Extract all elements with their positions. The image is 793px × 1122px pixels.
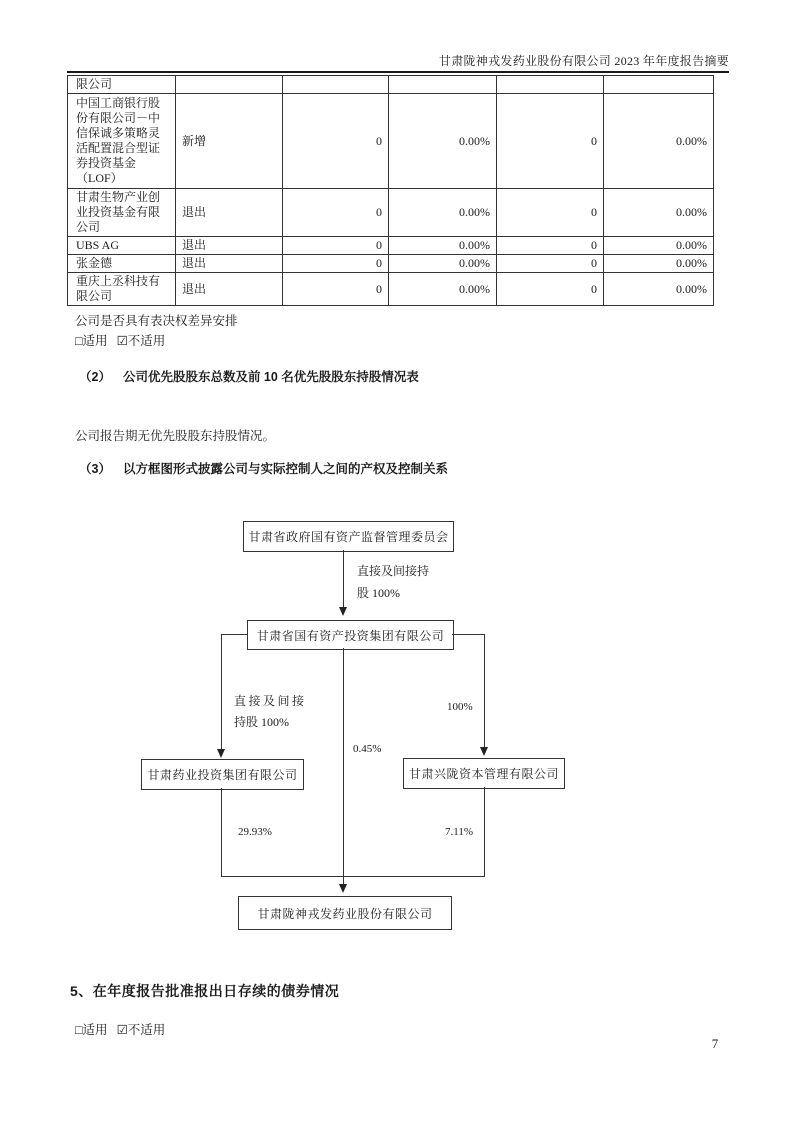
section-3-heading <box>79 459 448 477</box>
holder-name-cell: 张金德 <box>68 255 176 273</box>
shares-cell <box>497 76 604 94</box>
not-applicable-checkbox: ☑不适用 <box>116 1023 166 1037</box>
edge-xinglong-drop-line <box>484 787 485 877</box>
shares-cell: 0 <box>497 189 604 237</box>
change-cell <box>176 76 283 94</box>
table-row <box>68 255 714 273</box>
shares-cell: 0 <box>283 237 389 255</box>
ratio-cell: 0.00% <box>604 237 714 255</box>
shares-cell: 0 <box>497 255 604 273</box>
arrow-down-icon <box>217 749 225 758</box>
edge-group-company-line <box>343 648 344 885</box>
shares-cell: 0 <box>497 273 604 306</box>
ratio-cell: 0.00% <box>604 189 714 237</box>
applicable-checkbox: □适用 <box>75 334 108 348</box>
ratio-cell: 0.00% <box>389 94 497 189</box>
edge-merge-line <box>221 876 485 877</box>
shares-cell: 0 <box>283 189 389 237</box>
holder-name-cell: 甘肃生物产业创业投资基金有限公司 <box>68 189 176 237</box>
node-group: 甘肃省国有资产投资集团有限公司 <box>247 620 454 650</box>
header-rule <box>67 71 729 73</box>
arrow-down-icon <box>339 884 347 893</box>
edge-label-direct-holding-left <box>234 691 307 733</box>
section-2-heading <box>79 367 419 385</box>
section-3-title: 以方框图形式披露公司与实际控制人之间的产权及控制关系 <box>122 462 448 476</box>
edge-label-711pct: 7.11% <box>445 826 474 838</box>
holder-name-cell: 重庆上丞科技有限公司 <box>68 273 176 306</box>
shares-cell: 0 <box>497 237 604 255</box>
edge-label-line: 直接及间接 <box>234 694 307 708</box>
edge-group-xinglong-line <box>484 634 485 748</box>
edge-label-line: 持股 100% <box>234 715 289 729</box>
node-xinglong: 甘肃兴陇资本管理有限公司 <box>403 758 565 789</box>
edge-label-045pct: 0.45% <box>353 743 382 755</box>
holder-name-cell: UBS AG <box>68 237 176 255</box>
ratio-cell: 0.00% <box>389 255 497 273</box>
table-row <box>68 237 714 255</box>
table-row <box>68 76 714 94</box>
change-cell: 退出 <box>176 273 283 306</box>
table-row <box>68 94 714 189</box>
edge-group-left-elbow <box>221 634 247 635</box>
edge-label-direct-holding-top <box>357 560 429 604</box>
bond-checkbox-row <box>75 1020 165 1038</box>
node-sasac: 甘肃省政府国有资产监督管理委员会 <box>243 521 454 552</box>
ratio-cell <box>604 76 714 94</box>
edge-sasac-group-line <box>343 550 344 608</box>
edge-label-100pct: 100% <box>447 701 473 713</box>
ratio-cell: 0.00% <box>389 273 497 306</box>
not-applicable-checkbox: ☑不适用 <box>116 334 166 348</box>
edge-group-pharma-line <box>221 634 222 750</box>
holder-name-cell: 中国工商银行股份有限公司－中信保诚多策略灵活配置混合型证券投资基金（LOF） <box>68 94 176 189</box>
change-cell: 新增 <box>176 94 283 189</box>
ratio-cell: 0.00% <box>604 94 714 189</box>
page-number: 7 <box>711 1036 719 1051</box>
node-company: 甘肃陇神戎发药业股份有限公司 <box>238 896 452 930</box>
shares-cell: 0 <box>497 94 604 189</box>
shares-cell <box>283 76 389 94</box>
edge-label-line: 股 100% <box>357 586 400 600</box>
table-row <box>68 189 714 237</box>
section-5-heading: 5、在年度报告批准报出日存续的债券情况 <box>70 983 340 999</box>
ratio-cell: 0.00% <box>389 189 497 237</box>
ratio-cell: 0.00% <box>604 273 714 306</box>
page-header-title: 甘肃陇神戎发药业股份有限公司 2023 年年度报告摘要 <box>438 54 729 68</box>
preferred-shareholder-note: 公司报告期无优先股股东持股情况。 <box>75 429 276 443</box>
change-cell: 退出 <box>176 189 283 237</box>
change-cell: 退出 <box>176 255 283 273</box>
ratio-cell <box>389 76 497 94</box>
arrow-down-icon <box>480 747 488 756</box>
edge-label-2993pct: 29.93% <box>238 826 272 838</box>
shares-cell: 0 <box>283 273 389 306</box>
edge-group-right-elbow <box>452 634 484 635</box>
node-pharma: 甘肃药业投资集团有限公司 <box>141 759 304 790</box>
arrow-down-icon <box>339 607 347 616</box>
applicable-checkbox: □适用 <box>75 1023 108 1037</box>
table-row <box>68 273 714 306</box>
voting-checkbox-row <box>75 331 165 349</box>
shares-cell: 0 <box>283 255 389 273</box>
change-cell: 退出 <box>176 237 283 255</box>
edge-label-line: 直接及间接持 <box>357 564 430 578</box>
edge-pharma-drop-line <box>221 788 222 877</box>
shares-cell: 0 <box>283 94 389 189</box>
ratio-cell: 0.00% <box>604 255 714 273</box>
holder-name-cell: 限公司 <box>68 76 176 94</box>
section-2-number: （2） <box>79 370 111 384</box>
section-3-number: （3） <box>79 462 111 476</box>
voting-difference-question: 公司是否具有表决权差异安排 <box>75 314 238 328</box>
shareholders-change-table <box>67 75 714 306</box>
section-2-title: 公司优先股股东总数及前 10 名优先股股东持股情况表 <box>122 370 419 384</box>
ratio-cell: 0.00% <box>389 237 497 255</box>
